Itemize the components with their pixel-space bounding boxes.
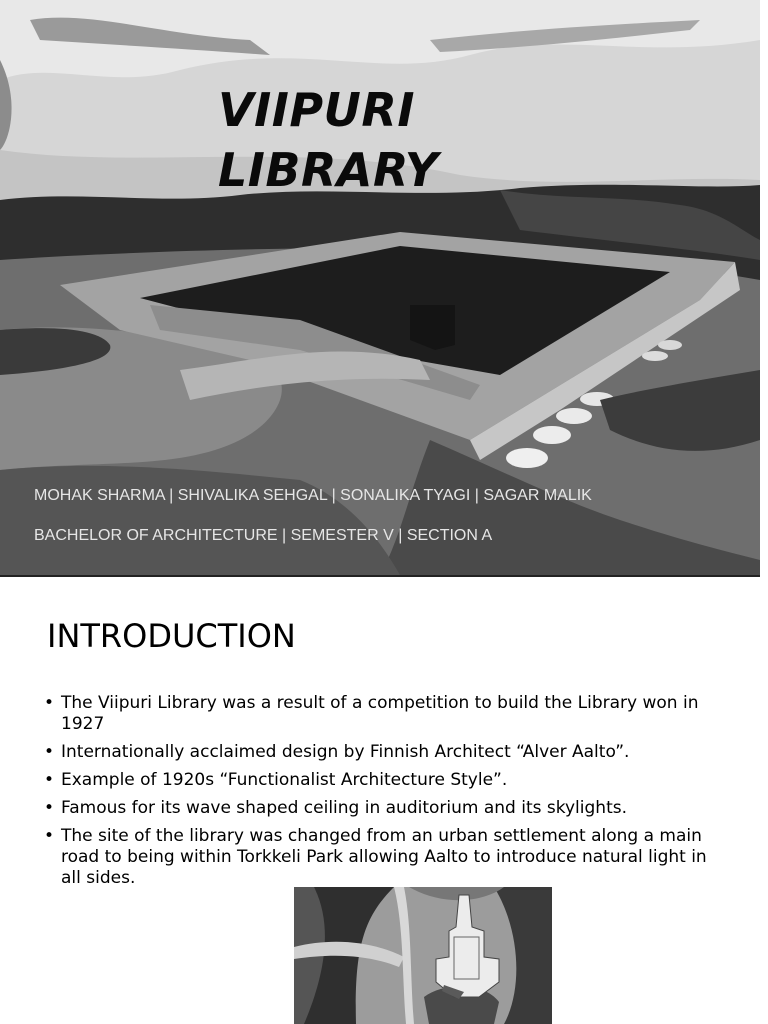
intro-bullet: • Famous for its wave shaped ceiling in auditorium and its skylights. xyxy=(44,798,724,819)
intro-heading: INTRODUCTION xyxy=(47,617,296,655)
author-names: MOHAK SHARMA | SHIVALIKA SEHGAL | SONALIKA TYAGI | SAGAR MALIK xyxy=(34,487,592,504)
cover-title-line-1: VIIPURI xyxy=(218,83,415,137)
aerial-site-photo xyxy=(294,887,552,1024)
cover-title xyxy=(218,80,439,200)
intro-bullet: • The Viipuri Library was a result of a competition to build the Library won in 1927 xyxy=(44,693,724,735)
course-info: BACHELOR OF ARCHITECTURE | SEMESTER V | SECTION A xyxy=(34,527,493,544)
intro-bullet: • Example of 1920s “Functionalist Architecture Style”. xyxy=(44,770,724,791)
introduction-slide xyxy=(0,577,760,1024)
cover-title-line-2: LIBRARY xyxy=(218,143,439,197)
intro-bullet: • The site of the library was changed from an urban settlement along a main road to being within Torkkeli Park allowing Aalto to introduce natural light in all sides. xyxy=(44,826,724,889)
intro-bullet-list xyxy=(44,693,724,896)
intro-bullet: • Internationally acclaimed design by Finnish Architect “Alver Aalto”. xyxy=(44,742,724,763)
